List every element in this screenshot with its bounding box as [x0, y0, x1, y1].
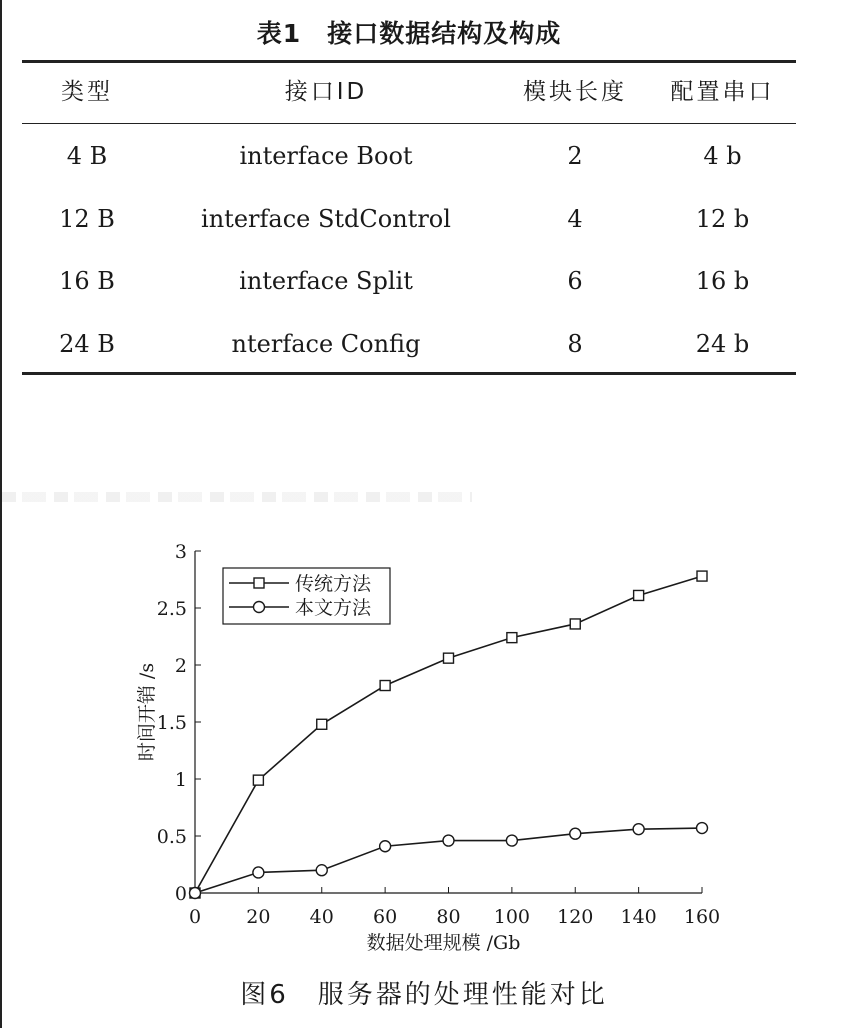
- y-tick-label: 1: [174, 769, 187, 791]
- table-cell: nterface Config: [231, 330, 421, 358]
- table-cell: 6: [567, 267, 583, 295]
- table-title: 表1 接口数据结构及构成: [256, 19, 562, 48]
- data-point-square: [380, 681, 390, 691]
- data-point-circle: [506, 835, 517, 846]
- table-cell: 4 B: [66, 142, 108, 170]
- data-point-square: [253, 775, 263, 785]
- table-cell: interface StdControl: [201, 205, 451, 233]
- table-cell: 12 b: [695, 205, 750, 233]
- x-tick-label: 160: [683, 906, 721, 928]
- legend-marker-square: [254, 578, 264, 588]
- table-cell: interface Boot: [239, 142, 413, 170]
- data-point-square: [444, 653, 454, 663]
- x-tick-label: 140: [620, 906, 657, 928]
- data-point-circle: [316, 865, 327, 876]
- table-cell: 4: [567, 205, 583, 233]
- table-cell: 16 b: [695, 267, 750, 295]
- table-cell: 12 B: [59, 205, 115, 233]
- table-cell: 16 B: [59, 267, 115, 295]
- x-tick-label: 60: [373, 906, 398, 928]
- table-cell: 8: [567, 330, 583, 358]
- x-tick-label: 120: [557, 906, 594, 928]
- table-header-config-port: 配置串口: [670, 79, 775, 105]
- data-point-square: [634, 590, 644, 600]
- data-point-circle: [253, 867, 264, 878]
- table-cell: 4 b: [703, 142, 742, 170]
- table-cell: interface Split: [239, 267, 413, 295]
- data-point-square: [317, 719, 327, 729]
- table-header-module-length: 模块长度: [523, 79, 627, 105]
- table-cell: 24 B: [59, 330, 115, 358]
- data-point-circle: [697, 823, 708, 834]
- data-point-circle: [633, 824, 644, 835]
- data-point-circle: [570, 828, 581, 839]
- figure-caption: 图6 服务器的处理性能对比: [240, 980, 608, 1010]
- y-tick-label: 1.5: [156, 712, 187, 734]
- table-header-interface-id: 接口ID: [284, 79, 368, 105]
- x-tick-label: 80: [436, 906, 461, 928]
- y-tick-label: 2: [174, 655, 187, 677]
- data-point-circle: [443, 835, 454, 846]
- x-tick-label: 100: [493, 906, 531, 928]
- x-tick-label: 40: [309, 906, 334, 928]
- legend-label: 传统方法: [295, 573, 372, 595]
- x-axis-label: 数据处理规模 /Gb: [366, 932, 521, 954]
- y-tick-label: 0: [174, 883, 187, 905]
- data-point-square: [507, 633, 517, 643]
- table-cell: 24 b: [695, 330, 750, 358]
- legend-marker-circle: [254, 602, 265, 613]
- y-tick-label: 2.5: [156, 598, 187, 620]
- data-point-square: [697, 571, 707, 581]
- x-tick-label: 0: [188, 906, 202, 928]
- data-point-circle: [380, 841, 391, 852]
- y-tick-label: 3: [174, 541, 187, 563]
- table-header-type: 类型: [61, 79, 113, 105]
- y-axis-label: 时间开销 /s: [136, 662, 158, 762]
- x-tick-label: 20: [246, 906, 271, 928]
- table-cell: 2: [567, 142, 583, 170]
- legend-label: 本文方法: [295, 597, 372, 619]
- y-tick-label: 0.5: [156, 826, 187, 848]
- data-point-circle: [190, 888, 201, 899]
- data-point-square: [570, 619, 580, 629]
